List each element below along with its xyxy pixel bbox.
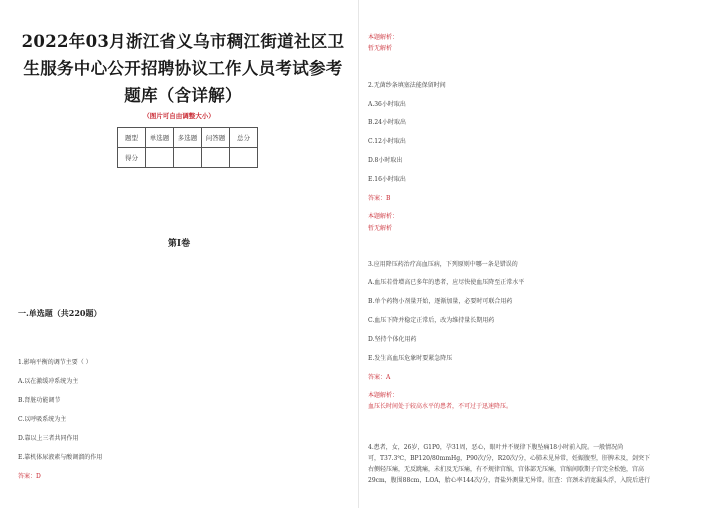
- question-option: E.发生高血压危象时要紧急降压: [368, 355, 453, 362]
- document-title: 2022年03月浙江省义乌市稠江街道社区卫生服务中心公开招聘协议工作人员考试参考题库（含详解）: [21, 32, 345, 105]
- answer-text: 答案：B: [368, 195, 391, 202]
- score-cell: [146, 148, 174, 168]
- question-option: B.24小时取出: [368, 119, 406, 126]
- score-header-cell: 单选题: [146, 128, 174, 148]
- analysis-text: 暂无解析: [368, 45, 393, 52]
- score-cell: [174, 148, 202, 168]
- question-option: E.16小时取出: [368, 176, 406, 183]
- question-stem: 3.应用降压药治疗高血压病，下列原则中哪一条是错误的: [368, 261, 518, 268]
- score-table: [117, 127, 258, 168]
- volume-heading: 第I卷: [167, 239, 191, 249]
- question-option: C.12小时取出: [368, 138, 406, 145]
- score-header-cell: 问答题: [202, 128, 230, 148]
- left-column: [0, 0, 358, 508]
- score-header-cell: 多选题: [174, 128, 202, 148]
- answer-text: 答案：D: [18, 473, 41, 480]
- question-option: A.36小时取出: [368, 101, 406, 108]
- question-stem-line: 4.患者，女，26岁，G1P0，孕31周，恶心，眼叶并不规律下腹坠痛18小时前入院。一般情况尚: [368, 444, 624, 451]
- document-subtitle: （图片可自由调整大小）: [143, 112, 215, 120]
- score-header-cell: 总分: [230, 128, 258, 148]
- question-option: A.以在激缓冲系统为主: [18, 378, 79, 385]
- question-option: B.单个药物小剂量开始，逐渐加量，必要时可联合用药: [368, 298, 513, 305]
- question-option: D.8小时取出: [368, 157, 403, 164]
- question-stem-line: 可，T37.3℃，BP120/80mmHg，P90次/分，R20次/分，心肺未见异常，妊娠腹型，肝脾未及，剑突下: [368, 455, 650, 462]
- score-cell: [202, 148, 230, 168]
- analysis-label: 本题解析：: [368, 34, 399, 41]
- score-table-header-row: [118, 128, 258, 148]
- question-option: D.坚持个体化用药: [368, 336, 417, 343]
- question-option: A.血压若骨增高已多年的患者，应尽快使血压降至正常水平: [368, 279, 525, 286]
- analysis-text: 血压长时间处于较高水平的患者，不可过于迅速降压。: [368, 403, 513, 410]
- section-heading: 一.单选题（共220题）: [18, 308, 102, 318]
- right-column: [358, 0, 720, 508]
- question-option: C.以呼吸系统为主: [18, 416, 67, 423]
- question-option: E.靠机体尿液素与酸调溜的作用: [18, 454, 103, 461]
- score-table-score-row: [118, 148, 258, 168]
- analysis-text: 暂无解析: [368, 225, 393, 232]
- question-option: C.血压下降并稳定正常后，改为维持量长期用药: [368, 317, 495, 324]
- question-stem-line: 右侧轻压痛，无反跳痛，未扪及无压痛，有不规律宫缩，宫体部无压痛，宫缩间歇期子宫完全松弛，宫高: [368, 466, 645, 473]
- analysis-label: 本题解析：: [368, 213, 399, 220]
- analysis-label: 本题解析：: [368, 392, 399, 399]
- question-option: D.靠以上三者共同作用: [18, 435, 79, 442]
- score-cell: [230, 148, 258, 168]
- question-stem: 1.影响平衡的调节主要（ ）: [18, 359, 92, 366]
- question-stem: 2.无菌纱条填塞法能保留时间: [368, 82, 446, 89]
- question-stem-line: 29cm，腹围88cm，LOA，胎心率144次/分，肾盐外测量无异常。肛查：宫颈未消宽漏头浮，入院后进行: [368, 477, 651, 484]
- score-header-cell: 题型: [118, 128, 146, 148]
- answer-text: 答案：A: [368, 374, 391, 381]
- question-option: B.肾脏功能调节: [18, 397, 61, 404]
- score-row-label: 得分: [118, 148, 146, 168]
